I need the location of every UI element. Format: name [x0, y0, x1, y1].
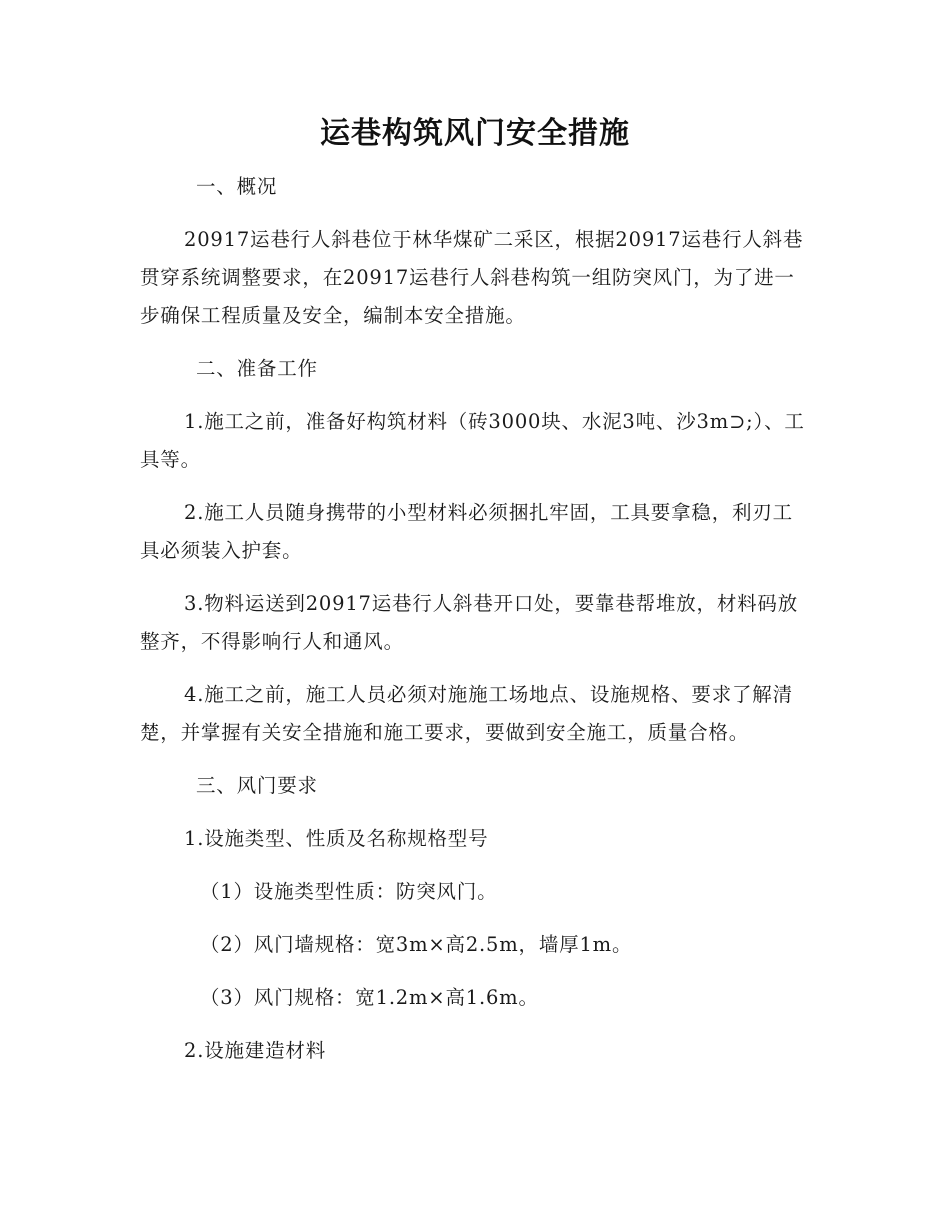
section-heading-preparation: 二、准备工作 — [196, 357, 318, 380]
requirement-item-1: 1.设施类型、性质及名称规格型号 — [184, 827, 489, 850]
document-title: 运巷构筑风门安全措施 — [320, 116, 630, 151]
requirement-subitem-3: （3）风门规格：宽1.2m×高1.6m。 — [200, 986, 539, 1009]
document-body — [140, 168, 812, 1070]
preparation-item-1: 1.施工之前，准备好构筑材料（砖3000块、水泥3吨、沙3m⊃;）、工具等。 — [140, 410, 805, 471]
requirement-subitem-2: （2）风门墙规格：宽3m×高2.5m，墙厚1m。 — [200, 933, 633, 956]
overview-paragraph: 20917运巷行人斜巷位于林华煤矿二采区，根据20917运巷行人斜巷贯穿系统调整要求，在20917运巷行人斜巷构筑一组防突风门，为了进一步确保工程质量及安全，编制本安全措施。 — [140, 228, 804, 327]
requirement-subitem-1: （1）设施类型性质：防突风门。 — [200, 880, 498, 903]
section-heading-door-requirements: 三、风门要求 — [196, 774, 318, 797]
preparation-item-4: 4.施工之前，施工人员必须对施施工场地点、设施规格、要求了解清楚，并掌握有关安全措施和施工要求，要做到安全施工，质量合格。 — [140, 683, 793, 744]
requirement-item-2: 2.设施建造材料 — [184, 1039, 327, 1062]
preparation-item-2: 2.施工人员随身携带的小型材料必须捆扎牢固，工具要拿稳，利刃工具必须装入护套。 — [140, 501, 793, 562]
preparation-item-3: 3.物料运送到20917运巷行人斜巷开口处，要靠巷帮堆放，材料码放整齐，不得影响行人和通风。 — [140, 592, 799, 653]
section-heading-overview: 一、概况 — [196, 175, 278, 198]
